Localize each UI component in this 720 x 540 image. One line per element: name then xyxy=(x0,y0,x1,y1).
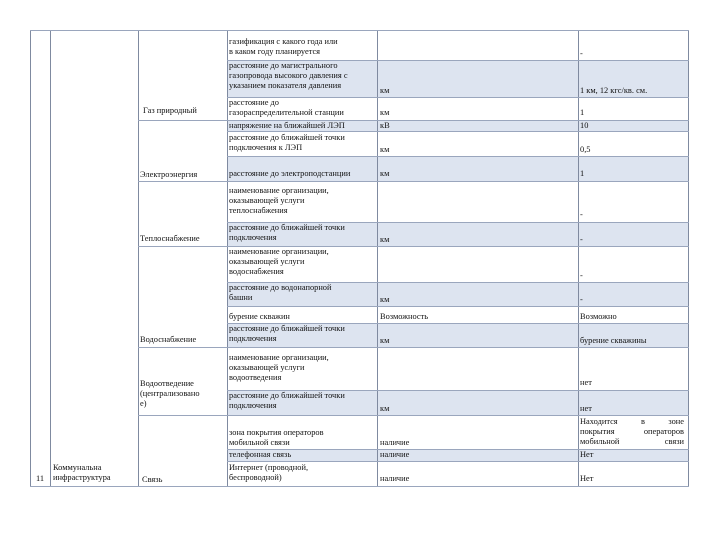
value-cell: бурение скважины xyxy=(580,336,647,345)
group-label: Коммунальна инфраструктура xyxy=(53,463,111,482)
unit-cell: км xyxy=(380,336,390,345)
grid-line xyxy=(138,181,689,182)
param-cell: расстояние до ближайшей точки подключения xyxy=(229,391,345,410)
param-cell: зона покрытия операторов мобильной связи xyxy=(229,428,324,447)
row-number: 11 xyxy=(35,474,45,483)
unit-cell: наличие xyxy=(380,474,410,483)
grid-line xyxy=(30,30,31,487)
grid-line xyxy=(688,30,689,487)
value-cell: - xyxy=(580,235,583,244)
unit-cell: км xyxy=(380,108,390,117)
param-cell: расстояние до магистрального газопровода высокого давления с указанием показателя давления xyxy=(229,61,348,90)
param-cell: телефонная связь xyxy=(229,450,292,459)
value-cell: - xyxy=(580,295,583,304)
grid-line xyxy=(50,30,51,487)
grid-line xyxy=(227,306,689,307)
unit-cell: наличие xyxy=(380,438,410,447)
grid-line xyxy=(138,30,139,487)
value-cell: 10 xyxy=(580,121,589,130)
value-cell: 0,5 xyxy=(580,145,591,154)
category-heat: Теплоснабжение xyxy=(140,234,200,243)
value-cell: нет xyxy=(580,404,592,413)
grid-line xyxy=(578,30,579,487)
value-cell: Возможно xyxy=(580,312,617,321)
unit-cell: км xyxy=(380,235,390,244)
value-cell: Нет xyxy=(580,450,594,459)
unit-cell: кВ xyxy=(380,121,390,130)
param-cell: бурение скважин xyxy=(229,312,290,321)
grid-line xyxy=(377,30,378,487)
grid-line xyxy=(138,347,689,348)
param-cell: расстояние до газораспределительной станции xyxy=(229,98,344,117)
param-cell: Интернет (проводной, беспроводной) xyxy=(229,463,309,482)
grid-line xyxy=(30,30,689,31)
grid-line xyxy=(227,30,228,487)
value-cell: - xyxy=(580,271,583,280)
param-cell: расстояние до электроподстанции xyxy=(229,169,351,178)
category-power: Электроэнергия xyxy=(140,170,198,179)
param-cell: наименование организации, оказывающей услуги водоснабжения xyxy=(229,247,329,276)
value-cell: - xyxy=(580,49,583,58)
unit-cell: км xyxy=(380,404,390,413)
param-cell: расстояние до водонапорной башни xyxy=(229,283,332,302)
unit-cell: Возможность xyxy=(380,312,429,321)
param-cell: расстояние до ближайшей точки подключения к ЛЭП xyxy=(229,133,345,152)
grid-line xyxy=(227,461,689,462)
param-cell: напряжение на ближайшей ЛЭП xyxy=(229,121,345,130)
unit-cell: км xyxy=(380,86,390,95)
param-cell: расстояние до ближайшей точки подключения xyxy=(229,223,345,242)
category-comm: Связь xyxy=(142,475,163,484)
grid-line xyxy=(227,131,689,132)
unit-cell: км xyxy=(380,145,390,154)
value-cell: 1 км, 12 кгс/кв. см. xyxy=(580,86,648,95)
unit-cell: км xyxy=(380,169,390,178)
grid-line xyxy=(30,486,689,487)
unit-cell: наличие xyxy=(380,450,410,459)
grid-line xyxy=(138,415,689,416)
value-cell: - xyxy=(580,210,583,219)
param-cell: расстояние до ближайшей точки подключения xyxy=(229,324,345,343)
param-cell: наименование организации, оказывающей услуги теплоснабжения xyxy=(229,186,329,215)
value-cell: нет xyxy=(580,378,592,387)
unit-cell: км xyxy=(380,295,390,304)
grid-line xyxy=(138,246,689,247)
value-cell: 1 xyxy=(580,108,585,117)
category-gas: Газ природный xyxy=(143,106,197,115)
category-sewer: Водоотведение (централизовано е) xyxy=(140,379,200,408)
param-cell: наименование организации, оказывающей услуги водоотведения xyxy=(229,353,329,382)
param-cell: газификация с какого года или в каком году планируется xyxy=(229,37,338,56)
value-cell: Нет xyxy=(580,474,594,483)
value-cell: 1 xyxy=(580,169,585,178)
grid-line xyxy=(227,156,689,157)
value-cell: Находится в зоне покрытия операторов мобильной связи xyxy=(580,417,684,446)
category-water: Водоснабжение xyxy=(140,335,197,344)
